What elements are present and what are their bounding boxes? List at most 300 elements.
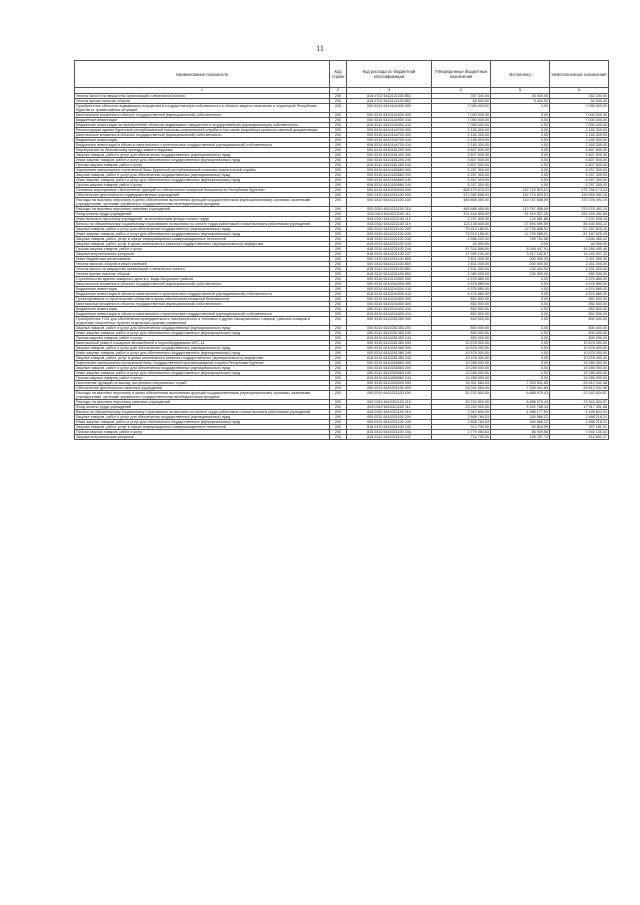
cell-unexecuted: 7 000 000,00	[550, 123, 609, 128]
cell-classification-code: 818 0310 6410244300 414	[347, 292, 432, 297]
cell-approved: 113 138 600,00	[432, 222, 491, 227]
cell-indicator-name: Иные выплаты персоналу учреждений, за исключением фонда оплаты труда	[75, 217, 330, 222]
cell-classification-code: 000 0310 6410200000 000	[347, 188, 432, 193]
cell-row-code: 200	[330, 183, 347, 188]
cell-approved: 2 237 600,00	[432, 217, 491, 222]
cell-executed: 12 725 568,91	[491, 227, 550, 232]
cell-classification-code: 818 0310 6410221100 112	[347, 217, 432, 222]
cell-unexecuted: 10 578 000,00	[550, 341, 609, 346]
cell-executed: 27 694 099,59	[491, 222, 550, 227]
cell-classification-code: 000 0310 6410281350 200	[347, 326, 432, 331]
cell-approved: 19 289 000,00	[432, 371, 491, 376]
cell-unexecuted: 25 612 042,58	[550, 381, 609, 386]
cell-indicator-name: Иные закупки товаров, работ и услуг для обеспечения государственных (муниципальных) нужд	[75, 331, 330, 336]
cell-executed: 0,00	[491, 133, 550, 138]
cell-row-code: 200	[330, 158, 347, 163]
cell-approved: 19 289 000,00	[432, 376, 491, 381]
cell-approved: 33 041 584,53	[432, 386, 491, 391]
cell-classification-code: 818 0702 6410121100 852	[347, 99, 432, 104]
cell-indicator-name: Бюджетные инвестиции	[75, 287, 330, 292]
cell-approved: 2 611 000,00	[432, 257, 491, 262]
cell-indicator-name: Прочая закупка товаров, работ и услуг	[75, 376, 330, 381]
cell-row-code: 200	[330, 212, 347, 217]
cell-indicator-name: Закупка товаров, работ и услуг для обеспечения государственных (муниципальных) нужд	[75, 173, 330, 178]
cell-unexecuted: 352 340,54	[550, 94, 609, 99]
header-row-code: Код строки	[330, 61, 347, 88]
cell-executed: 100 000,00	[491, 272, 550, 277]
cell-indicator-name: Реконструкция здания Бурятской республиканской поисково-спасательной службы в том числе разработка проектно-сметной документации	[75, 128, 330, 133]
cell-indicator-name: Закупка товаров, работ и услуг для обеспечения государственных (муниципальных) нужд	[75, 153, 330, 158]
cell-approved: 4 576 880,00	[432, 282, 491, 287]
cell-executed: 3 917 162,67	[491, 252, 550, 257]
cell-unexecuted: 852 500,00	[550, 307, 609, 312]
cell-row-code: 200	[330, 222, 347, 227]
cell-executed: 132 723 503,51	[491, 188, 550, 193]
cell-approved: 23 220 000,00	[432, 405, 491, 410]
cell-classification-code: 000 0310 6410244300 000	[347, 277, 432, 282]
cell-indicator-name: Основное мероприятие «Исполнение функций по обеспечению пожарной безопасности Республики Бурятия»	[75, 188, 330, 193]
cell-unexecuted: 1 692 135,03	[550, 430, 609, 435]
cell-classification-code: 818 0310 6410321100 242	[347, 425, 432, 430]
cell-classification-code: 818 0310 6410144700 414	[347, 143, 432, 148]
cell-indicator-name: Обеспечение деятельности казенных учреждений	[75, 386, 330, 391]
cell-indicator-name: Бюджетные инвестиции на приобретение объектов недвижимого имущества в государственную (муниципальную) собственность	[75, 123, 330, 128]
cell-row-code: 200	[330, 356, 347, 361]
cell-approved: 10 578 000,00	[432, 341, 491, 346]
table-row	[75, 317, 609, 326]
cell-unexecuted: 19 289 000,00	[550, 366, 609, 371]
cell-unexecuted: 7 000 000,00	[550, 113, 609, 118]
cell-row-code: 200	[330, 361, 347, 366]
cell-classification-code: 818 0310 6410221100 247	[347, 252, 432, 257]
cell-classification-code: 818 0310 6410221100 244	[347, 247, 432, 252]
cell-executed: 0,00	[491, 123, 550, 128]
cell-row-code: 200	[330, 297, 347, 302]
cell-classification-code: 000 0310 6410183660 240	[347, 178, 432, 183]
column-index: 3	[347, 88, 432, 94]
cell-row-code: 200	[330, 138, 347, 143]
table-row	[75, 435, 609, 440]
cell-approved: 2 808 784,53	[432, 420, 491, 425]
cell-row-code: 200	[330, 207, 347, 212]
cell-unexecuted: 85 440 500,22	[550, 222, 609, 227]
cell-executed: 12 725 568,91	[491, 232, 550, 237]
cell-executed: 9 000,00	[491, 99, 550, 104]
cell-row-code: 200	[330, 346, 347, 351]
cell-classification-code: 000 0310 6410244400 400	[347, 302, 432, 307]
cell-indicator-name: Иные закупки товаров, работ и услуг для обеспечения государственных (муниципальных) нужд	[75, 158, 330, 163]
cell-classification-code: 000 0310 6410281380 200	[347, 346, 432, 351]
cell-approved: 397 340,54	[432, 94, 491, 99]
cell-classification-code: 000 0310 6410281350 000	[347, 317, 432, 326]
cell-unexecuted: 25 612 042,58	[550, 386, 609, 391]
cell-indicator-name: Закупка энергетических ресурсов	[75, 435, 330, 440]
cell-classification-code: 000 0310 6410281380 240	[347, 351, 432, 356]
cell-unexecuted: 5 807 500,00	[550, 148, 609, 153]
cell-approved: 7 000 000,00	[432, 123, 491, 128]
cell-row-code: 200	[330, 405, 347, 410]
cell-classification-code: 818 0310 6410144000 412	[347, 123, 432, 128]
cell-unexecuted: 4 576 880,00	[550, 282, 609, 287]
cell-approved: 19 289 000,00	[432, 361, 491, 366]
cell-row-code: 200	[330, 430, 347, 435]
cell-row-code: 200	[330, 381, 347, 386]
cell-executed: 0,00	[491, 287, 550, 292]
column-index: 6	[550, 88, 609, 94]
cell-indicator-name: Бюджетные инвестиции в объекты капитального строительства государственной (муниципальной) собственности	[75, 292, 330, 297]
cell-executed: 0,00	[491, 178, 550, 183]
cell-classification-code: 000 0310 6410144700 400	[347, 133, 432, 138]
cell-approved: 5 257 300,00	[432, 178, 491, 183]
cell-executed: 54 818,99	[491, 425, 550, 430]
cell-unexecuted: 17 917 491,88	[550, 405, 609, 410]
cell-classification-code: 818 0310 6410321100 111	[347, 405, 432, 410]
cell-approved: 800 000,00	[432, 317, 491, 326]
cell-executed: 0,00	[491, 326, 550, 331]
cell-indicator-name: Капитальные вложения в объекты государственной (муниципальной) собственности	[75, 302, 330, 307]
cell-classification-code: 818 0310 6410281350 244	[347, 336, 432, 341]
cell-unexecuted: 5 257 300,00	[550, 168, 609, 173]
cell-approved: 489 865 450,00	[432, 207, 491, 212]
cell-unexecuted: 257 181,01	[550, 425, 609, 430]
cell-row-code: 200	[330, 113, 347, 118]
cell-unexecuted: 516 892,27	[550, 435, 609, 440]
cell-classification-code: 000 0310 6410321100 000	[347, 386, 432, 391]
cell-indicator-name: Взносы по обязательному социальному страхованию на выплаты по оплате труда работников и иные выплаты работникам учреждений	[75, 410, 330, 415]
cell-approved: 63 500,00	[432, 99, 491, 104]
cell-indicator-name: Закупка товаров, работ и услуг для обеспечения государственных (муниципальных) нужд	[75, 346, 330, 351]
header-executed: Исполнено	[491, 61, 550, 88]
cell-executed: 0,00	[491, 302, 550, 307]
cell-unexecuted: 54 500,00	[550, 99, 609, 104]
cell-executed: 200 000,00	[491, 262, 550, 267]
cell-executed: 0,00	[491, 173, 550, 178]
cell-executed: 6 888 975,43	[491, 391, 550, 400]
cell-classification-code: 000 0310 6410144000 410	[347, 118, 432, 123]
cell-unexecuted: 370 076 491,19	[550, 207, 609, 212]
cell-approved: 33 011 584,53	[432, 381, 491, 386]
cell-indicator-name: Расходы на выплаты персоналу в целях обеспечения выполнения функций государственными (муниципальными) органами, казенными учреждениями, органами управления государственными внебюджетными фондами	[75, 198, 330, 207]
cell-row-code: 200	[330, 247, 347, 252]
cell-classification-code: 818 0310 6410221100 119	[347, 222, 432, 227]
cell-executed: 0,00	[491, 113, 550, 118]
cell-unexecuted: 475 756 173,19	[550, 188, 609, 193]
cell-indicator-name: Капитальный ремонт пожарных автомобилей и переоборудование АРС-14	[75, 341, 330, 346]
cell-classification-code: 000 0310 6410221100 100	[347, 198, 432, 207]
cell-indicator-name: Фонд оплаты труда учреждений	[75, 212, 330, 217]
cell-approved: 7 000 000,00	[432, 113, 491, 118]
header-unexecuted: Неисполненные назначения	[550, 61, 609, 88]
cell-unexecuted: 5 807 500,00	[550, 163, 609, 168]
cell-executed: 0,00	[491, 312, 550, 317]
cell-approved: 5 257 300,00	[432, 183, 491, 188]
cell-row-code: 200	[330, 317, 347, 326]
cell-indicator-name: Фонд оплаты труда учреждений	[75, 405, 330, 410]
cell-row-code: 200	[330, 198, 347, 207]
cell-row-code: 200	[330, 227, 347, 232]
cell-executed: 0,00	[491, 163, 550, 168]
cell-unexecuted: 852 500,00	[550, 302, 609, 307]
cell-indicator-name: Строительство здания пожарного депо в с. Бада Бичурского района	[75, 277, 330, 282]
cell-row-code: 200	[330, 168, 347, 173]
cell-indicator-name: Проектирование и строительство объектов в целях обеспечения пожарной безопасности	[75, 297, 330, 302]
cell-indicator-name: Расходы на выплаты персоналу казенных учреждений	[75, 400, 330, 405]
cell-executed: 0,00	[491, 183, 550, 188]
cell-executed: 134 681,88	[491, 217, 550, 222]
cell-row-code: 200	[330, 123, 347, 128]
cell-indicator-name: Приобретение ГСМ для обеспечения принудительного электрического и тепловых и других лакокрасочных товаров, тушения пожаров в отдельных населенных пунктах отдельным органам управления	[75, 317, 330, 326]
cell-unexecuted: 14 042 937,33	[550, 252, 609, 257]
cell-indicator-name: Закупка энергетических ресурсов	[75, 252, 330, 257]
cell-row-code: 200	[330, 237, 347, 242]
cell-indicator-name: Уплата прочих налогов, сборов	[75, 272, 330, 277]
table-body	[75, 94, 609, 440]
cell-unexecuted: 10 578 000,00	[550, 356, 609, 361]
cell-row-code: 200	[330, 435, 347, 440]
cell-classification-code: 000 0310 6410144000 000	[347, 104, 432, 113]
cell-indicator-name: Закупка товаров, работ и услуг для обеспечения государственных (муниципальных) нужд	[75, 366, 330, 371]
cell-classification-code: 000 0310 6410183660 000	[347, 168, 432, 173]
cell-executed: 199 787,73	[491, 435, 550, 440]
cell-unexecuted: 2 102 908,18	[550, 217, 609, 222]
cell-row-code: 200	[330, 351, 347, 356]
cell-row-code: 200	[330, 257, 347, 262]
cell-unexecuted: 2 183 300,00	[550, 128, 609, 133]
cell-approved: 572 382 588,91	[432, 193, 491, 198]
cell-classification-code: 000 0310 6410283660 000	[347, 361, 432, 366]
cell-executed: 0,00	[491, 317, 550, 326]
cell-approved: 5 807 500,00	[432, 158, 491, 163]
cell-executed: 0,00	[491, 104, 550, 113]
cell-unexecuted: 2 183 300,00	[550, 143, 609, 148]
column-index: 2	[330, 88, 347, 94]
cell-approved: 5 807 500,00	[432, 163, 491, 168]
cell-approved: 312 700,00	[432, 425, 491, 430]
cell-unexecuted: 1 431 300,00	[550, 267, 609, 272]
cell-unexecuted: 439 659 082,26	[550, 193, 609, 198]
cell-indicator-name: Прочая закупка товаров, работ и услуг	[75, 336, 330, 341]
cell-row-code: 200	[330, 391, 347, 400]
cell-indicator-name: Расходы на выплаты персоналу в целях обеспечения выполнения функций государственными (муниципальными) органами, казенными учреждениями, органами управления государственными внебюджетными фондами	[75, 391, 330, 400]
cell-unexecuted: 10 578 000,00	[550, 346, 609, 351]
cell-approved: 852 500,00	[432, 302, 491, 307]
cell-executed: 119 787 558,59	[491, 198, 550, 207]
cell-classification-code: 000 0310 6410144000 400	[347, 113, 432, 118]
cell-indicator-name: Иные закупки товаров, работ и услуг для обеспечения государственных (муниципальных) нужд	[75, 232, 330, 237]
cell-indicator-name: Иные закупки товаров, работ и услуг для обеспечения государственных (муниципальных) нужд	[75, 178, 330, 183]
cell-indicator-name: Закупка товаров, работ и услуг для обеспечения государственных (муниципальных) нужд	[75, 227, 330, 232]
cell-indicator-name: Иные закупки товаров, работ и услуг для обеспечения государственных (муниципальных) нужд	[75, 371, 330, 376]
cell-unexecuted: 49 268 455,48	[550, 247, 609, 252]
cell-executed: 6 888 975,43	[491, 400, 550, 405]
cell-executed: 7 329 541,85	[491, 381, 550, 386]
cell-row-code: 200	[330, 267, 347, 272]
cell-indicator-name: Приобретение объектов недвижимого имущества в государственную собственность в области защиты населения и территорий Республики Бурятия от чрезвычайных ситуаций	[75, 104, 330, 113]
cell-executed: 0,00	[491, 336, 550, 341]
cell-row-code: 200	[330, 178, 347, 183]
cell-classification-code: 000 0310 6410221100 800	[347, 257, 432, 262]
cell-unexecuted: 19 289 000,00	[550, 376, 609, 381]
cell-classification-code: 818 0310 6410221100 242	[347, 237, 432, 242]
cell-row-code: 200	[330, 217, 347, 222]
cell-classification-code: 000 0310 6410144700 000	[347, 128, 432, 133]
cell-classification-code: 000 0310 6410181290 200	[347, 153, 432, 158]
cell-executed: 0,00	[491, 277, 550, 282]
cell-approved: 716 700,00	[432, 435, 491, 440]
cell-row-code: 200	[330, 262, 347, 267]
cell-indicator-name: Иные бюджетные ассигнования	[75, 257, 330, 262]
cell-approved: 608 479 676,51	[432, 188, 491, 193]
cell-indicator-name: Закупка товаров, работ, услуг в сфере информационно-коммуникационных технологий	[75, 425, 330, 430]
cell-approved: 7 000 000,00	[432, 118, 491, 123]
cell-approved: 17 990 100,00	[432, 252, 491, 257]
cell-row-code: 200	[330, 312, 347, 317]
cell-executed: 0,00	[491, 138, 550, 143]
cell-row-code: 200	[330, 425, 347, 430]
cell-unexecuted: 4 576 880,00	[550, 277, 609, 282]
column-index: 5	[491, 88, 550, 94]
cell-unexecuted: 800 000,00	[550, 326, 609, 331]
cell-approved: 800 000,00	[432, 326, 491, 331]
budget-table	[74, 60, 609, 440]
cell-classification-code: 000 0310 6410221100 200	[347, 227, 432, 232]
cell-row-code: 200	[330, 366, 347, 371]
cell-row-code: 200	[330, 386, 347, 391]
cell-approved: 2 611 000,00	[432, 262, 491, 267]
cell-indicator-name: Бюджетные инвестиции в объекты капитального строительства государственной (муниципальной) собственности	[75, 143, 330, 148]
header-indicator-name: Наименование показателя	[75, 61, 330, 88]
cell-executed: 0,00	[491, 376, 550, 381]
cell-executed: 0,00	[491, 366, 550, 371]
cell-classification-code: 000 0310 6410321100 240	[347, 420, 432, 425]
cell-row-code: 200	[330, 410, 347, 415]
cell-indicator-name: Уплата налога на имущество организаций и земельного налога	[75, 267, 330, 272]
cell-row-code: 200	[330, 400, 347, 405]
cell-executed: 0,00	[491, 158, 550, 163]
cell-row-code: 200	[330, 326, 347, 331]
header-classification-code: Код расхода по бюджетной классификации	[347, 61, 432, 88]
cell-row-code: 200	[330, 173, 347, 178]
cell-unexecuted: 5 807 500,00	[550, 158, 609, 163]
cell-indicator-name: Закупка товаров, работ и услуг для обеспечения государственных (муниципальных) нужд	[75, 415, 330, 420]
cell-row-code: 200	[330, 242, 347, 247]
cell-indicator-name: Закупка товаров, работ, услуг в целях капитального ремонта государственного (муниципального) имущества	[75, 242, 330, 247]
cell-unexecuted: 5 807 500,00	[550, 153, 609, 158]
cell-approved: 852 500,00	[432, 307, 491, 312]
cell-indicator-name: Прочая закупка товаров, работ и услуг	[75, 247, 330, 252]
cell-approved: 2 183 300,00	[432, 128, 491, 133]
cell-approved: 852 500,00	[432, 312, 491, 317]
cell-unexecuted: 2 183 300,00	[550, 133, 609, 138]
cell-row-code: 200	[330, 376, 347, 381]
cell-executed: 759 754,58	[491, 237, 550, 242]
cell-row-code: 200	[330, 128, 347, 133]
cell-classification-code: 818 0310 6410321100 244	[347, 430, 432, 435]
cell-row-code: 200	[330, 277, 347, 282]
cell-approved: 800 000,00	[432, 331, 491, 336]
cell-classification-code: 000 0310 6410221100 240	[347, 232, 432, 237]
cell-approved: 7 000 000,00	[432, 104, 491, 113]
cell-indicator-name: Прочая закупка товаров, работ и услуг	[75, 183, 330, 188]
cell-executed: 132 723 503,51	[491, 193, 550, 198]
cell-classification-code: 818 0310 6410321100 247	[347, 435, 432, 440]
cell-indicator-name: Уплата налогов, сборов и иных платежей	[75, 262, 330, 267]
cell-classification-code: 000 0310 6410244300 410	[347, 287, 432, 292]
cell-unexecuted: 4 576 880,00	[550, 292, 609, 297]
cell-approved: 7 012 800,00	[432, 410, 491, 415]
cell-classification-code: 000 0310 6410321100 200	[347, 415, 432, 420]
cell-approved: 2 183 300,00	[432, 143, 491, 148]
cell-unexecuted: 67 187 625,29	[550, 227, 609, 232]
cell-approved: 30 232 800,00	[432, 400, 491, 405]
cell-indicator-name: Расходы на выплаты персоналу казенных учреждений	[75, 207, 330, 212]
cell-unexecuted: 5 257 300,00	[550, 173, 609, 178]
cell-indicator-name: Закупка товаров, работ и услуг для обеспечения государственных (муниципальных) нужд	[75, 326, 330, 331]
cell-classification-code: 000 0310 6410281350 240	[347, 331, 432, 336]
cell-approved: 374 418 800,00	[432, 212, 491, 217]
cell-executed: 200 000,00	[491, 257, 550, 262]
cell-approved: 57 316 898,50	[432, 247, 491, 252]
cell-row-code: 200	[330, 420, 347, 425]
cell-classification-code: 000 0310 6410321100 110	[347, 400, 432, 405]
cell-approved: 2 808 784,53	[432, 415, 491, 420]
column-index: 1	[75, 88, 330, 94]
cell-classification-code: 000 0310 6410244400 410	[347, 307, 432, 312]
cell-indicator-name: Бюджетные инвестиции	[75, 307, 330, 312]
cell-row-code: 200	[330, 336, 347, 341]
cell-unexecuted: 282 499 262,89	[550, 212, 609, 217]
page-number: 11	[316, 44, 324, 53]
cell-unexecuted: 5 257 300,00	[550, 178, 609, 183]
cell-row-code: 200	[330, 163, 347, 168]
cell-executed: 0,00	[491, 371, 550, 376]
cell-classification-code: 000 0310 6410181290 000	[347, 148, 432, 153]
cell-classification-code: 818 0310 6410221100 852	[347, 272, 432, 277]
cell-executed: 1 586 177,00	[491, 410, 550, 415]
cell-executed: 119 787 558,59	[491, 207, 550, 212]
cell-classification-code: 000 0310 6410283660 200	[347, 366, 432, 371]
cell-executed: 5 302 786,34	[491, 405, 550, 410]
cell-approved: 4 576 880,00	[432, 277, 491, 282]
cell-classification-code: 000 0310 6410321100 100	[347, 391, 432, 400]
cell-executed: 0,00	[491, 118, 550, 123]
cell-indicator-name: Укрепление материально-технической базы Государственной противопожарной службы Республики Бурятия	[75, 361, 330, 366]
cell-classification-code: 000 0310 6410181290 240	[347, 158, 432, 163]
cell-approved: 1 779 384,53	[432, 430, 491, 435]
cell-classification-code: 000 0310 6410144700 410	[347, 138, 432, 143]
cell-approved: 852 500,00	[432, 297, 491, 302]
cell-classification-code: 000 0310 6410221100 110	[347, 207, 432, 212]
cell-classification-code: 000 0310 6410221100 850	[347, 262, 432, 267]
cell-executed: 0,00	[491, 331, 550, 336]
cell-indicator-name: Обеспечение деятельности подведомственных учреждений	[75, 193, 330, 198]
cell-executed: 45 000,00	[491, 94, 550, 99]
cell-executed: 0,00	[491, 341, 550, 346]
cell-approved: 1 080 300,00	[432, 272, 491, 277]
cell-indicator-name: Иные закупки товаров, работ и услуг для обеспечения государственных (муниципальных) нужд	[75, 420, 330, 425]
cell-approved: 5 257 300,00	[432, 168, 491, 173]
cell-classification-code: 000 0310 6410283660 240	[347, 371, 432, 376]
cell-unexecuted: 3 836 465,42	[550, 237, 609, 242]
cell-indicator-name: Бюджетные инвестиции в объекты капитального строительства государственной (муниципальной) собственности	[75, 312, 330, 317]
cell-executed: 0,00	[491, 168, 550, 173]
table-row	[75, 198, 609, 207]
cell-row-code: 200	[330, 341, 347, 346]
table-row	[75, 104, 609, 113]
cell-row-code: 200	[330, 302, 347, 307]
cell-unexecuted: 980 300,00	[550, 272, 609, 277]
cell-executed: 0,00	[491, 307, 550, 312]
